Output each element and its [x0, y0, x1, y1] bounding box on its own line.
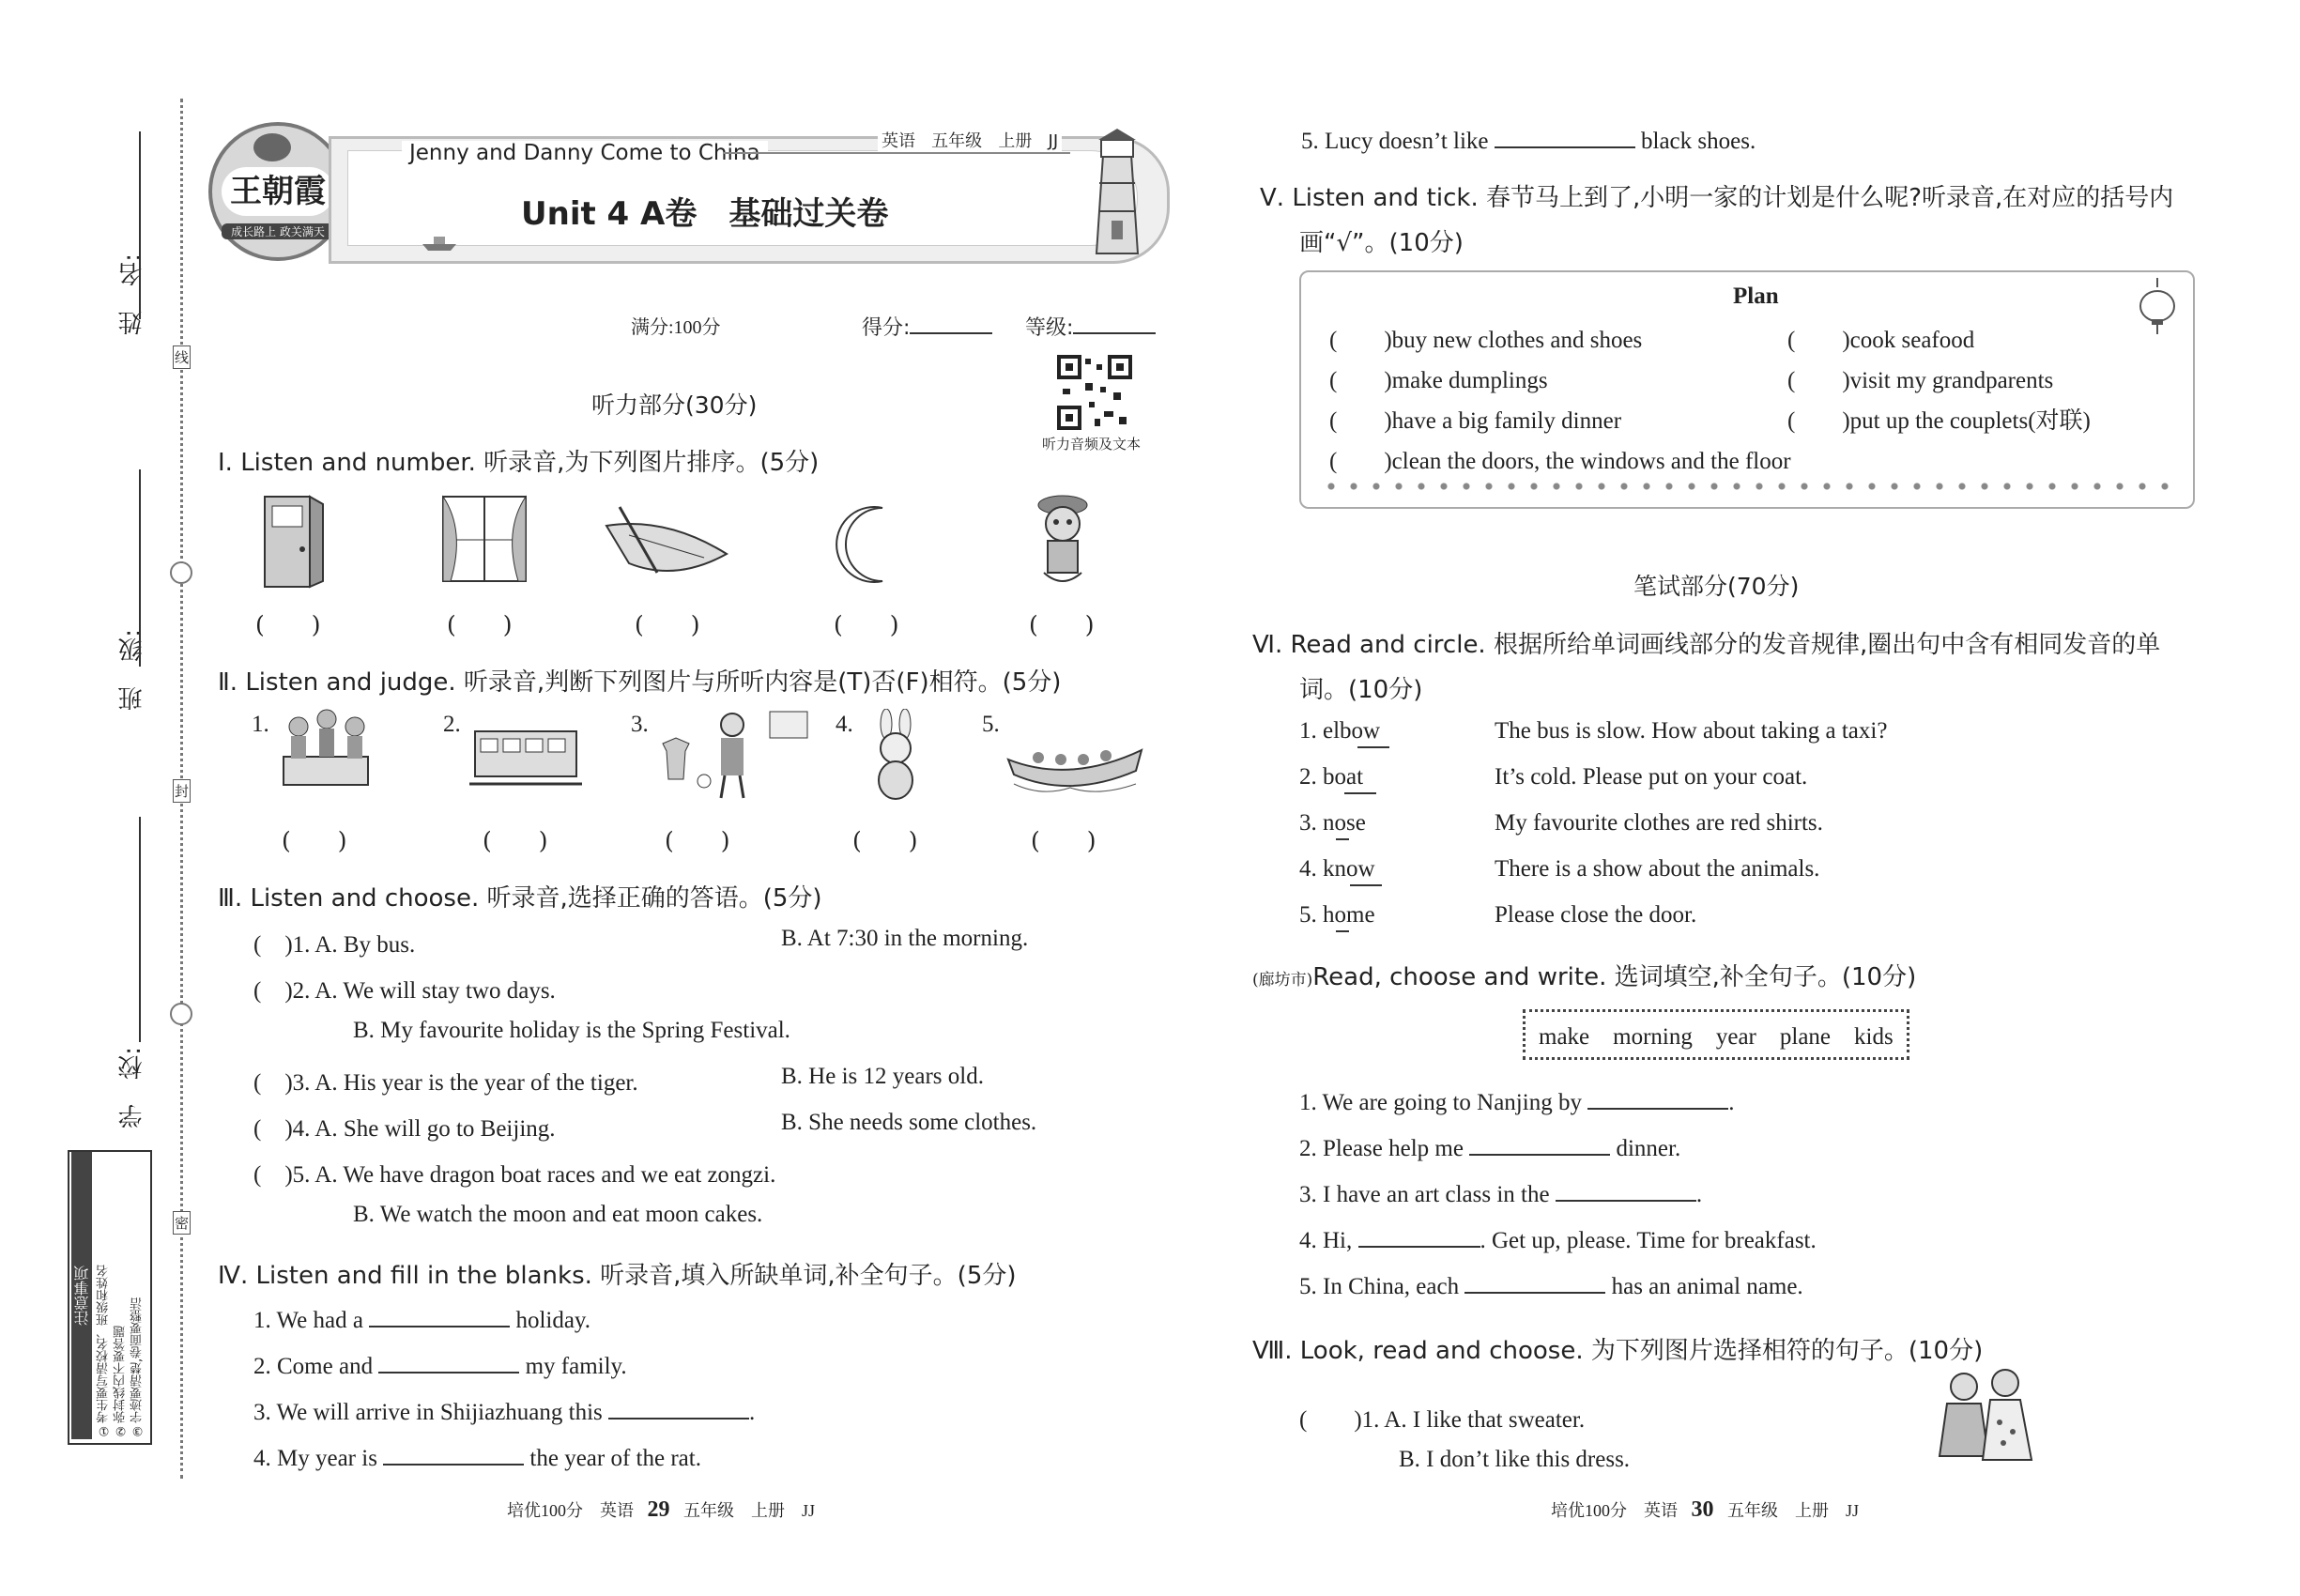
q3-item[interactable]: ( )2. A. We will stay two days.: [253, 978, 556, 1004]
answer-parens[interactable]: ( ): [1029, 611, 1095, 638]
q6-word: know: [1323, 856, 1375, 882]
q4-text: 3. We will arrive in Shijiazhuang this: [253, 1400, 603, 1425]
answer-parens[interactable]: ( ): [255, 611, 321, 638]
q7-text: 4. Hi,: [1299, 1228, 1353, 1253]
q7-heading: [1252, 958, 1916, 992]
q7-text: 3. I have an art class in the: [1299, 1182, 1550, 1207]
q3-item[interactable]: ( )5. A. We have dragon boat races and we eat zongzi.: [253, 1162, 776, 1188]
notice-title: 注意事项: [71, 1152, 92, 1439]
writing-section-title: 笔试部分(70分): [1633, 573, 1800, 600]
q4-text: 5. Lucy doesn’t like: [1301, 129, 1489, 154]
q6-item: [1299, 764, 1363, 790]
school-label: 学 校:: [118, 1047, 146, 1128]
full-score: 满分:100分: [631, 317, 721, 338]
q4-item: [1301, 124, 1756, 155]
q6-num: 3.: [1299, 810, 1323, 836]
page-title: Unit 4 A卷 基础过关卷: [521, 195, 889, 233]
underline-mark: [1336, 838, 1349, 840]
q7-text: 5. In China, each: [1299, 1274, 1460, 1299]
answer-parens[interactable]: ( ): [635, 611, 700, 638]
q7-item: [1299, 1131, 1680, 1162]
q4-blank[interactable]: [369, 1303, 510, 1327]
underline-mark: [1344, 792, 1376, 794]
plan-item-text: )visit my grandparents: [1842, 368, 2054, 393]
girls-clothes-icon: [1934, 1366, 2037, 1469]
footer-text: 五年级 上册 JJ: [1727, 1501, 1860, 1520]
q3-option-b: B. We watch the moon and eat moon cakes.: [353, 1202, 763, 1227]
footer-left: [507, 1497, 815, 1523]
word-bank: make morning year plane kids: [1523, 1009, 1909, 1060]
q3-option-a: )4. A. She will go to Beijing.: [284, 1116, 556, 1142]
plan-item[interactable]: ( )visit my grandparents: [1787, 368, 2054, 393]
q4-text: black shoes.: [1641, 129, 1756, 154]
q6-heading: Ⅵ. Read and circle. 根据所给单词画线部分的发音规律,圈出句中含有相同发音的单: [1252, 631, 2161, 659]
q4-item: [253, 1303, 590, 1334]
q4-text: the year of the rat.: [529, 1446, 701, 1471]
answer-parens[interactable]: ( ): [834, 611, 899, 638]
q6-sentence[interactable]: There is a show about the animals.: [1495, 856, 1820, 882]
q6-word: nose: [1323, 810, 1366, 836]
qr-code-icon[interactable]: [1057, 355, 1132, 430]
answer-parens[interactable]: ( ): [282, 827, 347, 854]
logo-badge: [208, 122, 347, 261]
notice-item: ①考生要写清校名、班级和姓名: [97, 1265, 111, 1437]
monkey-icon: [1025, 488, 1100, 591]
logo-text: 王朝霞: [222, 167, 334, 216]
score-field[interactable]: [862, 310, 992, 341]
q6-num: 1.: [1299, 718, 1323, 744]
grade-field[interactable]: [1025, 310, 1156, 341]
answer-parens[interactable]: ( ): [483, 827, 548, 854]
plan-box: [1299, 270, 2195, 509]
q7-blank[interactable]: [1587, 1085, 1728, 1110]
q3-option-a: )5. A. We have dragon boat races and we eat zongzi.: [284, 1162, 776, 1188]
q2-number: 4.: [836, 712, 853, 737]
book-tag: 五年级: [931, 131, 983, 151]
class-line: [139, 469, 141, 667]
q3-option-b: B. He is 12 years old.: [781, 1064, 984, 1089]
q7-text: 2. Please help me: [1299, 1136, 1464, 1161]
grade-blank[interactable]: [1073, 310, 1156, 334]
notice-item: ②弥封线内不要答题: [114, 1326, 128, 1437]
q4-blank[interactable]: [1495, 124, 1635, 148]
q3-option-a: )1. A. By bus.: [284, 932, 416, 958]
q2-number: 1.: [252, 712, 269, 737]
q4-blank[interactable]: [378, 1349, 519, 1373]
q3-heading: Ⅲ. Listen and choose. 听录音,选择正确的答语。(5分): [218, 884, 822, 913]
q6-item: [1299, 856, 1375, 882]
grade-label: 等级:: [1025, 316, 1074, 340]
q7-item: [1299, 1085, 1734, 1116]
logo-slogan: 成长路上 政关满天: [222, 223, 334, 239]
q8-item[interactable]: ( )1. A. I like that sweater.: [1299, 1407, 1586, 1433]
q2-number: 5.: [982, 712, 1000, 737]
underline-mark: [1350, 884, 1382, 886]
plan-title: Plan: [1733, 284, 1779, 309]
subtitle-rule: [723, 152, 1070, 154]
plan-item-text: )clean the doors, the windows and the floor: [1384, 449, 1791, 474]
answer-parens[interactable]: ( ): [447, 611, 513, 638]
q6-sentence[interactable]: My favourite clothes are red shirts.: [1495, 810, 1823, 836]
lantern-icon: [2137, 278, 2178, 334]
plan-item[interactable]: ( )have a big family dinner: [1329, 408, 1622, 434]
plan-item-text: )have a big family dinner: [1384, 408, 1622, 434]
name-label: 姓 名:: [118, 253, 146, 335]
q4-text: holiday.: [515, 1308, 591, 1333]
q7-item: [1299, 1269, 1803, 1300]
qr-caption: 听力音频及文本: [1042, 437, 1142, 453]
score-label: 得分:: [862, 316, 911, 340]
q7-text: dinner.: [1616, 1136, 1681, 1161]
q3-item[interactable]: ( )3. A. His year is the year of the tiger.: [253, 1070, 638, 1096]
q4-text: my family.: [525, 1354, 627, 1379]
q7-blank[interactable]: [1556, 1177, 1696, 1202]
q6-sentence[interactable]: It’s cold. Please put on your coat.: [1495, 764, 1808, 790]
answer-parens[interactable]: ( ): [852, 827, 918, 854]
footer-text: 五年级 上册 JJ: [683, 1501, 816, 1520]
notice-box: [68, 1150, 152, 1445]
q6-sentence[interactable]: The bus is slow. How about taking a taxi?: [1495, 718, 1888, 744]
score-blank[interactable]: [910, 310, 992, 334]
q6-num: 5.: [1299, 902, 1323, 928]
class-label: 班 级:: [118, 629, 146, 711]
q6-item: [1299, 718, 1380, 744]
window-curtain-icon: [437, 493, 531, 587]
book-tag: 英语: [882, 131, 915, 151]
train-icon: [469, 718, 582, 793]
q7-blank[interactable]: [1358, 1223, 1480, 1248]
moon-icon: [826, 502, 901, 587]
plan-item-text: )buy new clothes and shoes: [1384, 328, 1643, 353]
q5-heading-cont: 画“√”。(10分): [1299, 229, 1464, 257]
diamond-border: [1320, 481, 2170, 492]
q4-blank[interactable]: [383, 1441, 524, 1466]
q6-word: home: [1323, 902, 1375, 928]
q6-word: elbow: [1323, 718, 1381, 744]
q5-heading: Ⅴ. Listen and tick. 春节马上到了,小明一家的计划是什么呢?听录音,在对应的括号内: [1260, 184, 2174, 212]
q7-text: .: [1728, 1090, 1735, 1115]
plan-item[interactable]: ( )put up the couplets(对联): [1787, 408, 2091, 434]
q6-item: [1299, 810, 1366, 836]
man-shirt-icon: [657, 706, 817, 800]
book-tag: JJ: [1048, 131, 1059, 151]
family-table-icon: [274, 706, 377, 800]
q4-text: 1. We had a: [253, 1308, 363, 1333]
boat-icon: [601, 498, 732, 582]
q4-item: [253, 1349, 627, 1380]
q7-text: . Get up, please. Time for breakfast.: [1480, 1228, 1817, 1253]
binding-hole-icon: [170, 1003, 192, 1025]
plan-item[interactable]: ( )cook seafood: [1787, 328, 1975, 353]
q3-option-a: )3. A. His year is the year of the tiger.: [284, 1070, 638, 1096]
seal-mark-secret: 密: [173, 1211, 191, 1235]
page-number: 30: [1691, 1497, 1714, 1522]
q4-text: 4. My year is: [253, 1446, 377, 1471]
q7-item: [1299, 1223, 1817, 1254]
plan-item[interactable]: ( )make dumplings: [1329, 368, 1548, 393]
q3-option-a: )2. A. We will stay two days.: [284, 978, 556, 1004]
underline-mark: [1336, 930, 1349, 932]
q7-text: has an animal name.: [1611, 1274, 1803, 1299]
q1-heading: Ⅰ. Listen and number. 听录音,为下列图片排序。(5分): [218, 449, 820, 477]
q4-blank[interactable]: [608, 1395, 749, 1420]
underline-mark: [1357, 746, 1389, 748]
crown-icon: [253, 133, 291, 161]
page-number: 29: [647, 1497, 670, 1522]
q2-number: 3.: [631, 712, 649, 737]
q3-option-b: B. My favourite holiday is the Spring Festival.: [353, 1018, 790, 1043]
plan-item[interactable]: ( )buy new clothes and shoes: [1329, 328, 1643, 353]
q7-blank[interactable]: [1469, 1131, 1610, 1156]
q6-word: boat: [1323, 764, 1364, 790]
q2-number: 2.: [443, 712, 461, 737]
q3-item[interactable]: ( )1. A. By bus.: [253, 932, 416, 958]
q8-option-b: B. I don’t like this dress.: [1399, 1447, 1631, 1472]
binding-hole-icon: [170, 561, 192, 584]
q3-option-b: B. At 7:30 in the morning.: [781, 926, 1029, 951]
q4-text: .: [749, 1400, 756, 1425]
school-line: [139, 817, 141, 1042]
q7-text: .: [1695, 1182, 1703, 1207]
plan-item[interactable]: ( )clean the doors, the windows and the floor: [1329, 449, 1791, 474]
name-line: [139, 131, 141, 319]
dragon-boat-icon: [1004, 718, 1145, 803]
seal-mark-seal: 封: [173, 779, 191, 803]
seal-mark-line: 线: [173, 345, 191, 369]
q7-text: 1. We are going to Nanjing by: [1299, 1090, 1582, 1115]
q4-text: 2. Come and: [253, 1354, 374, 1379]
q6-heading-cont: 词。(10分): [1299, 676, 1423, 704]
q6-item: [1299, 902, 1375, 928]
footer-text: 培优100分 英语: [507, 1501, 634, 1520]
q6-num: 4.: [1299, 856, 1323, 882]
ship-icon: [421, 233, 458, 252]
notice-item: ③字迹要清楚,卷面要整洁: [130, 1297, 145, 1437]
q8-heading: Ⅷ. Look, read and choose. 为下列图片选择相符的句子。(10分): [1252, 1337, 1984, 1365]
plan-item-text: )put up the couplets(对联): [1842, 408, 2091, 434]
q2-heading: Ⅱ. Listen and judge. 听录音,判断下列图片与所听内容是(T)否(F)相符。(5分): [218, 668, 1062, 697]
book-tags: [878, 128, 1062, 152]
footer-text: 培优100分 英语: [1551, 1501, 1678, 1520]
q3-option-b: B. She needs some clothes.: [781, 1110, 1037, 1135]
q8-option-a: )1. A. I like that sweater.: [1354, 1407, 1586, 1433]
door-icon: [261, 493, 327, 591]
unit-subtitle: Jenny and Danny Come to China: [402, 141, 768, 165]
q4-item: [253, 1395, 755, 1426]
q6-sentence[interactable]: Please close the door.: [1495, 902, 1697, 928]
q7-item: [1299, 1177, 1702, 1208]
q7-blank[interactable]: [1464, 1269, 1605, 1294]
answer-parens[interactable]: ( ): [665, 827, 730, 854]
q7-region: (廊坊市): [1252, 971, 1313, 990]
answer-parens[interactable]: ( ): [1031, 827, 1096, 854]
footer-right: [1551, 1497, 1859, 1523]
listening-section-title: 听力部分(30分): [591, 391, 758, 419]
q3-item[interactable]: ( )4. A. She will go to Beijing.: [253, 1116, 556, 1142]
q4-item: [253, 1441, 701, 1472]
rabbit-icon: [864, 709, 929, 803]
q6-num: 2.: [1299, 764, 1323, 790]
q4-heading: Ⅳ. Listen and fill in the blanks. 听录音,填入所缺单词,补全句子。(5分): [218, 1262, 1017, 1290]
q7-heading-text: Read, choose and write. 选词填空,补全句子。(10分): [1312, 963, 1917, 991]
plan-item-text: )make dumplings: [1384, 368, 1548, 393]
lighthouse-icon: [1070, 127, 1164, 258]
plan-item-text: )cook seafood: [1842, 328, 1975, 353]
book-tag: 上册: [998, 131, 1033, 151]
